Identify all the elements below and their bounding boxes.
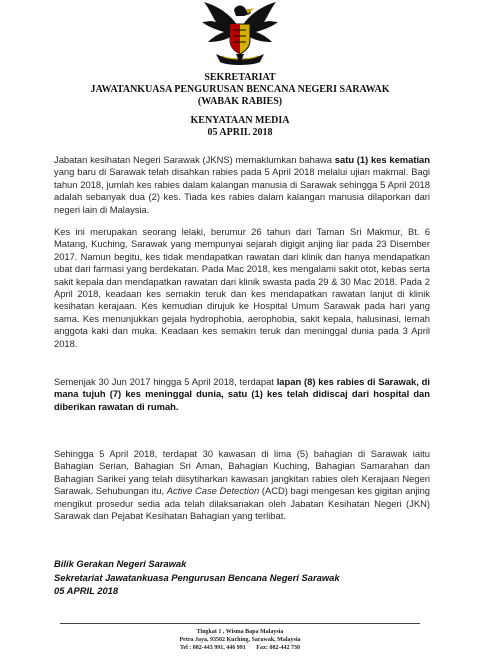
paragraph-4 [54,448,430,522]
footer-line-3: Tel : 082-443 991, 446 991 Fax: 082-442 730 [180,645,300,651]
title-heading: KENYATAAN MEDIA [190,115,290,126]
paragraph-3-text-a: Semenjak 30 Jun 2017 hingga 5 April 2018, terdapat [54,376,277,387]
letterhead-line-3: (WABAK RABIES) [197,96,283,107]
document-title [0,115,480,139]
paragraph-4-text-c: (ACD) bagi mengesan kes gigitan anjing mengikut prosedur sedia ada telah dilaksanakan oleh Jabatan Kesihatan Negeri (JKN) Sarawak dan Pejabat Kesihatan Bahagian yang terlibat. [54,485,430,522]
sarawak-crest-icon [200,0,280,68]
signature-line-1: Bilik Gerakan Negeri Sarawak [54,558,187,569]
paragraph-3-emphasis: lapan (8) kes rabies di Sarawak, di mana tujuh (7) kes meninggal dunia, satu (1) kes telah didiscaj dari hospital dan diberikan rawatan di rumah. [54,376,430,412]
letterhead-line-1: SEKRETARIAT [204,72,276,83]
footer-line-2: Petra Jaya, 93502 Kuching, Sarawak, Malaysia [179,637,301,643]
paragraph-1-text-c: yang baru di Sarawak telah disahkan rabies pada 5 April 2018 melalui ujian makmal. Bagi tahun 2018, jumlah kes rabies dalam kalangan manusia di Sarawak sehingga 5 April 2018 adalah sebanyak dua (2) kes. Tiada kes rabies dalam kalangan manusia dilaporkan dari negeri lain di Malaysia. [54,166,430,215]
signature-line-2: Sekretariat Jawatankuasa Pengurusan Bencana Negeri Sarawak [54,571,340,583]
signature-block [54,557,434,598]
paragraph-2: Kes ini merupakan seorang lelaki, berumur 26 tahun dari Taman Sri Makmur, Bt. 6 Matang, Kuching, Sarawak yang mempunyai sejarah digigit anjing liar pada 23 Disember 2017. Namun begitu, kes tidak mendapatkan rawatan dari klinik dan hanya mendapatkan ubat dari farmasi yang berdekatan. Pada Mac 2018, kes mengalami sakit otot, kebas serta sakit kepala dan mendapatkan rawatan dari klinik swasta pada 29 & 30 Mac 2018. Pada 2 April 2018, keadaan kes semakin teruk dan kes mendapatkan rawatan lanjut di klinik kesihatan kerajaan. Kes kemudian dirujuk ke Hospital Umum Sarawak pada hari yang sama. Kes menunjukkan gejala hydrophobia, aerophobia, sakit kepala, halusinasi, lemah anggota kaki dan muka. Keadaan kes semakin teruk dan meninggal dunia pada 3 April 2018. [54,226,430,349]
paragraph-1-emphasis: satu (1) kes kematian [334,154,430,165]
signature-date: 05 APRIL 2018 [54,585,119,597]
footer-address [0,628,480,652]
paragraph-1 [54,154,430,216]
paragraph-4-text-a: Sehingga 5 April 2018, terdapat 30 kawasan di lima (5) bahagian di Sarawak iaitu Bahagian Serian, Bahagian Sri Aman, Bahagian Kuching, Bahagian Samarahan dan Bahagian Sarikei yang telah diisytiharkan kawasan jangkitan rabies oleh Kerajaan Negeri Sarawak. Sehubungan itu, [54,448,430,497]
paragraph-4-italic: Active Case Detection [166,485,260,497]
paragraph-3 [54,376,430,413]
footer-line-1: Tingkat 1 , Wisma Bapa Malaysia [196,629,284,635]
paragraph-1-text-a: Jabatan kesihatan Negeri Sarawak (JKNS) memaklumkan bahawa [54,154,335,165]
letterhead [0,72,480,108]
footer-divider [60,623,420,624]
title-date: 05 APRIL 2018 [207,127,273,138]
letterhead-line-2: JAWATANKUASA PENGURUSAN BENCANA NEGERI SARAWAK [90,84,390,95]
